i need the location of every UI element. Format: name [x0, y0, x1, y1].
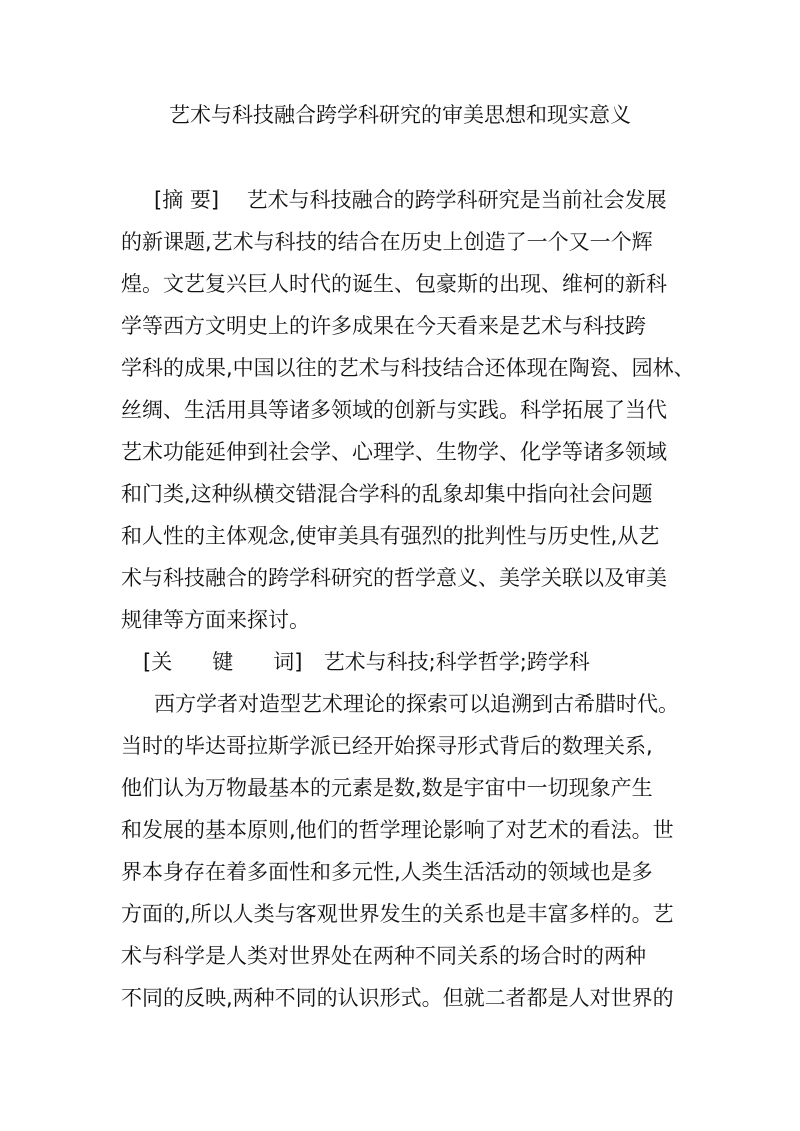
body-line: 和发展的基本原则,他们的哲学理论影响了对艺术的看法。世 — [121, 818, 674, 842]
abstract-line: 规律等方面来探讨。 — [121, 608, 310, 632]
keywords-label: [关 键 词] — [143, 650, 303, 674]
body-line: 西方学者对造型艺术理论的探索可以追溯到古希腊时代。 — [154, 692, 679, 716]
abstract-line: 学等西方文明史上的许多成果在今天看来是艺术与科技跨 — [121, 314, 646, 338]
abstract-line: 艺术功能延伸到社会学、心理学、生物学、化学等诸多领域 — [121, 440, 667, 464]
body-line: 他们认为万物最基本的元素是数,数是宇宙中一切现象产生 — [121, 776, 653, 800]
abstract-line: 的新课题,艺术与科技的结合在历史上创造了一个又一个辉 — [121, 230, 653, 254]
document-title: 艺术与科技融合跨学科研究的审美思想和现实意义 — [169, 103, 631, 127]
abstract-line: 和人性的主体观念,使审美具有强烈的批判性与历史性,从艺 — [121, 524, 660, 548]
abstract-line: 丝绸、生活用具等诸多领域的创新与实践。科学拓展了当代 — [121, 398, 667, 422]
keywords-text: 艺术与科技;科学哲学;跨学科 — [323, 650, 590, 674]
abstract-line: 学科的成果,中国以往的艺术与科技结合还体现在陶瓷、园林、 — [121, 356, 695, 380]
body-line: 方面的,所以人类与客观世界发生的关系也是丰富多样的。艺 — [121, 902, 674, 926]
body-line: 当时的毕达哥拉斯学派已经开始探寻形式背后的数理关系, — [121, 734, 653, 758]
abstract-line: 煌。文艺复兴巨人时代的诞生、包豪斯的出现、维柯的新科 — [121, 272, 667, 296]
abstract-line: 术与科技融合的跨学科研究的哲学意义、美学关联以及审美 — [121, 566, 667, 590]
body-line: 不同的反映,两种不同的认识形式。但就二者都是人对世界的 — [121, 986, 674, 1010]
body-line: 术与科学是人类对世界处在两种不同关系的场合时的两种 — [121, 944, 646, 968]
abstract-label: [摘 要] — [154, 188, 220, 212]
abstract-first-line — [154, 185, 667, 215]
keywords-line — [143, 647, 590, 677]
body-line: 界本身存在着多面性和多元性,人类生活活动的领域也是多 — [121, 860, 653, 884]
abstract-line: 艺术与科技融合的跨学科研究是当前社会发展 — [246, 188, 667, 212]
abstract-line: 和门类,这种纵横交错混合学科的乱象却集中指向社会问题 — [121, 482, 653, 506]
